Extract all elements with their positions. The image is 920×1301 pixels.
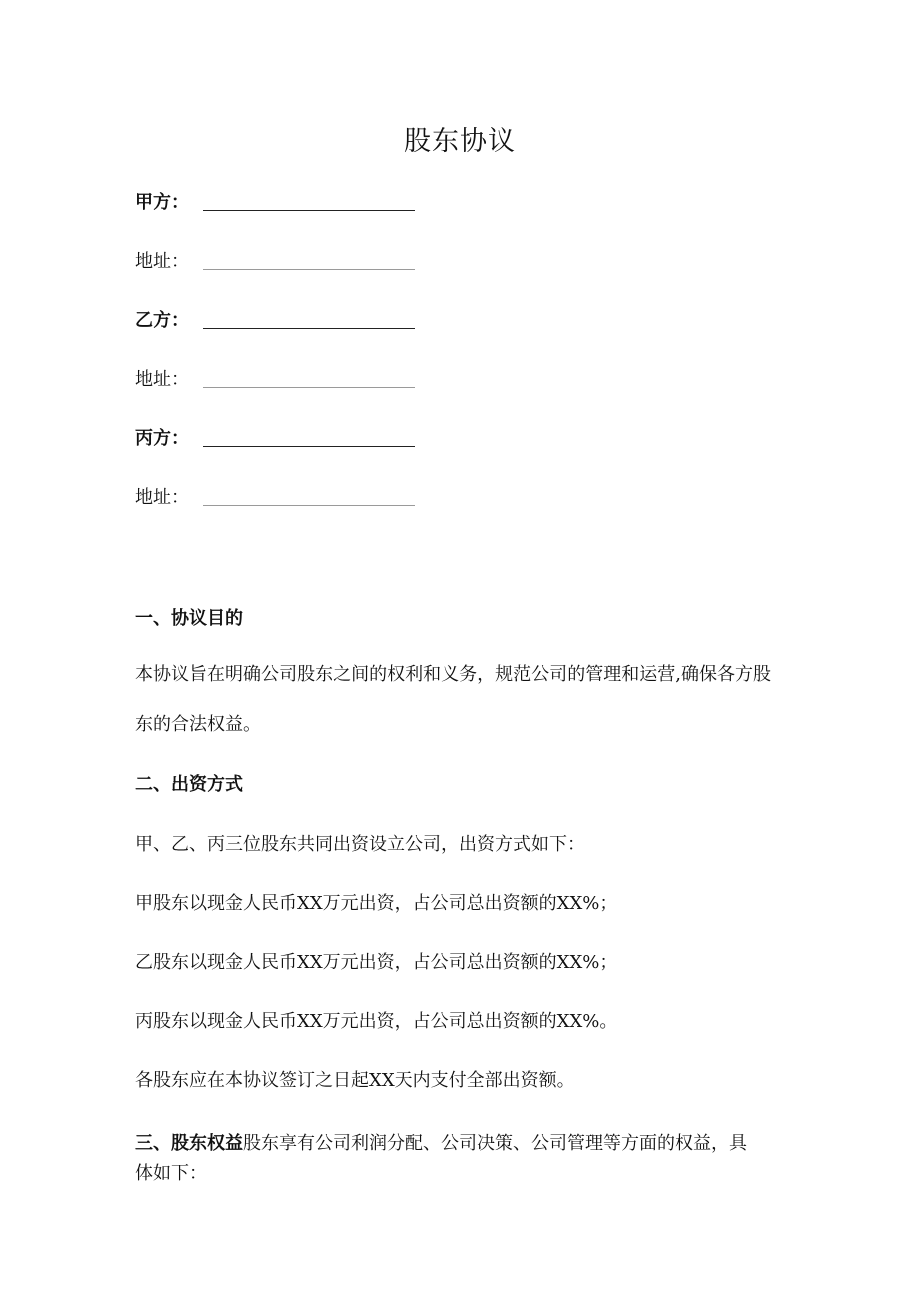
section3-paragraph: [135, 1129, 763, 1189]
document-title: 股东协议: [404, 126, 516, 157]
party-c-address-label: 地址：: [135, 487, 189, 508]
party-c-label: 丙方：: [135, 428, 189, 449]
section1-body: 本协议旨在明确公司股东之间的权利和义务，规范公司的管理和运营,确保各方股东的合法权益。: [135, 664, 771, 735]
section3-heading: 三、股东权益: [135, 1133, 243, 1154]
party-b-address-label: 地址：: [135, 369, 189, 390]
section2-intro: 甲、乙、丙三位股东共同出资设立公司，出资方式如下：: [135, 834, 585, 855]
section1-heading: 一、协议目的: [135, 608, 243, 629]
section2-deadline: 各股东应在本协议签订之日起XX天内支付全部出资额。: [135, 1070, 575, 1091]
party-a-address-blank[interactable]: [203, 251, 415, 270]
party-b-address-blank[interactable]: [203, 369, 415, 388]
party-a-address-row: [135, 245, 415, 275]
section2-item: 甲股东以现金人民币XX万元出资，占公司总出资额的XX%；: [135, 893, 618, 914]
party-a-blank[interactable]: [203, 192, 415, 211]
section2-item: 丙股东以现金人民币XX万元出资，占公司总出资额的XX%。: [135, 1011, 618, 1032]
party-b-label: 乙方：: [135, 310, 189, 331]
party-c-address-blank[interactable]: [203, 487, 415, 506]
party-a-row: [135, 186, 415, 216]
party-c-blank[interactable]: [203, 428, 415, 447]
party-a-address-label: 地址：: [135, 251, 189, 272]
party-c-address-row: [135, 481, 415, 511]
party-b-blank[interactable]: [203, 310, 415, 329]
party-b-address-row: [135, 363, 415, 393]
section3-body: 股东享有公司利润分配、公司决策、公司管理等方面的权益，具体如下：: [135, 1133, 747, 1184]
party-b-row: [135, 304, 415, 334]
section2-item: 乙股东以现金人民币XX万元出资，占公司总出资额的XX%；: [135, 952, 618, 973]
party-c-row: [135, 422, 415, 452]
party-a-label: 甲方：: [135, 192, 189, 213]
section2-heading: 二、出资方式: [135, 774, 243, 795]
